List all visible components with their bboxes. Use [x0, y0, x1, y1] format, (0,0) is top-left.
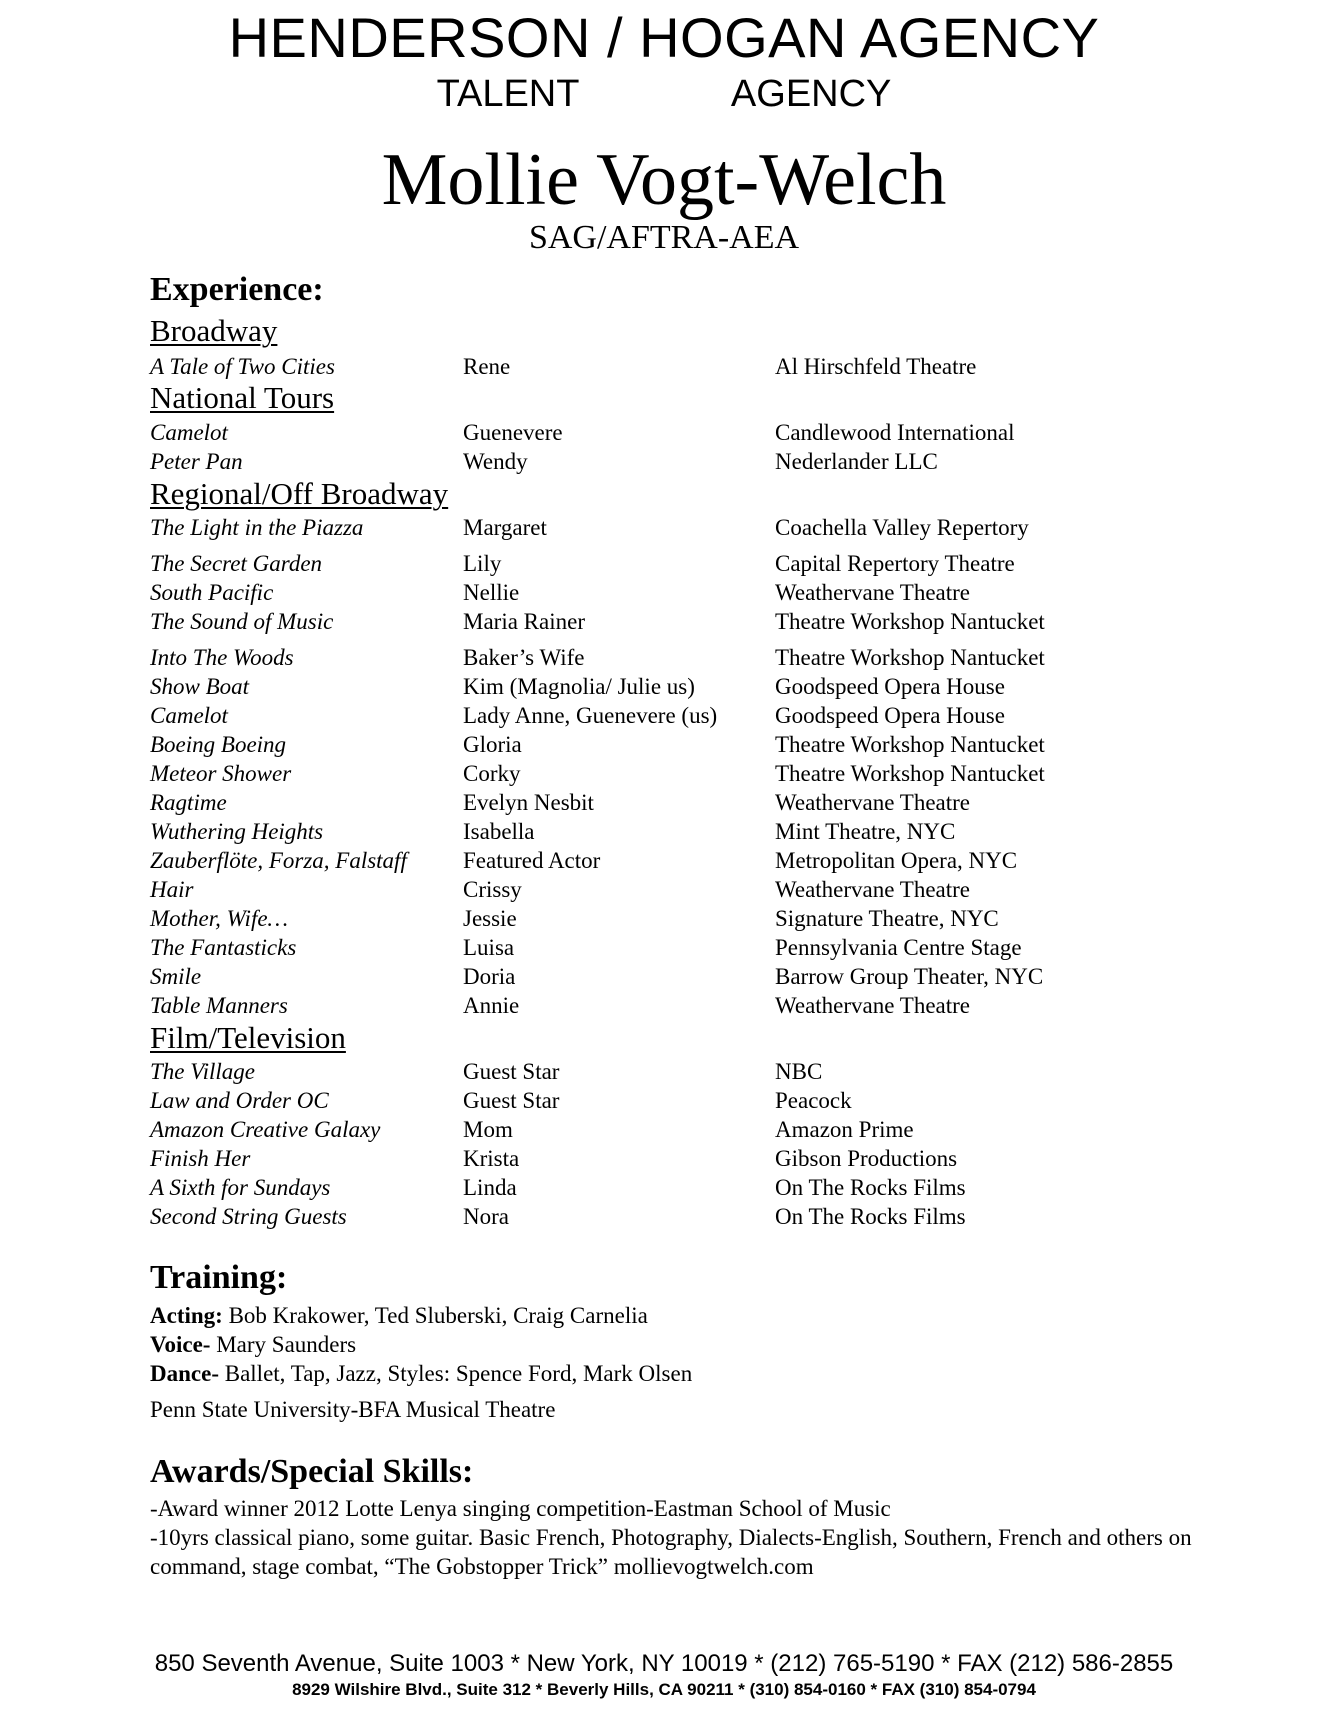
credit-row [0, 672, 1328, 701]
credit-role: Rene [463, 354, 511, 379]
footer-la-address: 8929 Wilshire Blvd., Suite 312 * Beverly Hills, CA 90211 * (310) 854-0160 * FAX (310) 854-0794 [292, 1680, 1036, 1699]
training-voice-value: Mary Saunders [210, 1332, 357, 1357]
credit-row [0, 578, 1328, 607]
training-dance-value: Ballet, Tap, Jazz, Styles: Spence Ford, Mark Olsen [218, 1361, 693, 1386]
credit-role: Corky [463, 761, 521, 786]
credit-row [0, 962, 1328, 991]
credit-role: Guest Star [463, 1088, 560, 1113]
credit-row [0, 759, 1328, 788]
credit-title: Wuthering Heights [150, 819, 324, 844]
credit-title: Zauberflöte, Forza, Falstaff [150, 848, 407, 873]
credit-row [0, 1057, 1328, 1086]
training-education: Penn State University-BFA Musical Theatre [150, 1397, 556, 1422]
credit-title: The Village [150, 1059, 255, 1084]
training-dance-label: Dance- [150, 1361, 219, 1386]
credit-title: Peter Pan [150, 449, 243, 474]
credit-row [0, 1086, 1328, 1115]
credit-venue: Barrow Group Theater, NYC [775, 964, 1044, 989]
credit-row [0, 933, 1328, 962]
training-acting-value: Bob Krakower, Ted Sluberski, Craig Carnelia [222, 1303, 648, 1328]
credit-role: Linda [463, 1175, 517, 1200]
credit-title: The Light in the Piazza [150, 515, 364, 540]
credit-row [0, 418, 1328, 447]
credit-title: The Secret Garden [150, 551, 323, 576]
credit-role: Crissy [463, 877, 522, 902]
credit-venue: Capital Repertory Theatre [775, 551, 1015, 576]
credit-role: Wendy [463, 449, 528, 474]
credit-venue: Peacock [775, 1088, 852, 1113]
credit-row [0, 730, 1328, 759]
credit-title: Hair [150, 877, 194, 902]
credit-role: Doria [463, 964, 516, 989]
credit-role: Evelyn Nesbit [463, 790, 594, 815]
credit-venue: On The Rocks Films [775, 1204, 966, 1229]
credit-title: South Pacific [150, 580, 274, 605]
credit-venue: Weathervane Theatre [775, 580, 971, 605]
credit-venue: Candlewood International [775, 420, 1015, 445]
training-voice-label: Voice- [150, 1332, 211, 1357]
credit-venue: NBC [775, 1059, 823, 1084]
credit-row [0, 701, 1328, 730]
credit-title: Ragtime [150, 790, 227, 815]
credit-venue: On The Rocks Films [775, 1175, 966, 1200]
awards-heading: Awards/Special Skills: [150, 1453, 474, 1490]
footer-ny-address: 850 Seventh Avenue, Suite 1003 * New York, NY 10019 * (212) 765-5190 * FAX (212) 586-2855 [154, 1650, 1174, 1677]
credit-venue: Al Hirschfeld Theatre [775, 354, 977, 379]
credit-role: Maria Rainer [463, 609, 585, 634]
agency-subtitle: TALENT AGENCY [436, 73, 892, 115]
credit-title: Table Manners [150, 993, 288, 1018]
credit-row [0, 1115, 1328, 1144]
credit-role: Gloria [463, 732, 522, 757]
section-title-broadway: Broadway [150, 313, 278, 348]
training-acting [150, 1301, 648, 1330]
credit-title: Meteor Shower [150, 761, 292, 786]
credit-venue: Theatre Workshop Nantucket [775, 609, 1045, 634]
credit-row [0, 817, 1328, 846]
credit-title: The Sound of Music [150, 609, 334, 634]
credit-venue: Pennsylvania Centre Stage [775, 935, 1022, 960]
credit-row [0, 643, 1328, 672]
credit-venue: Weathervane Theatre [775, 790, 971, 815]
section-title-regional: Regional/Off Broadway [150, 476, 449, 511]
credit-role: Guest Star [463, 1059, 560, 1084]
credit-title: Smile [150, 964, 202, 989]
credit-title: A Tale of Two Cities [150, 354, 335, 379]
credit-row [0, 1173, 1328, 1202]
credit-row [0, 875, 1328, 904]
credit-row [0, 1202, 1328, 1231]
section-title-film-television: Film/Television [150, 1020, 346, 1055]
credit-title: A Sixth for Sundays [150, 1175, 331, 1200]
training-acting-label: Acting: [150, 1303, 223, 1328]
credit-venue: Coachella Valley Repertory [775, 515, 1029, 540]
section-title-national-tours: National Tours [150, 380, 335, 415]
credit-title: Law and Order OC [150, 1088, 329, 1113]
credit-title: Into The Woods [150, 645, 294, 670]
credit-role: Lady Anne, Guenevere (us) [463, 703, 718, 728]
credit-title: Show Boat [150, 674, 250, 699]
training-voice [150, 1330, 356, 1359]
credit-title: Second String Guests [150, 1204, 347, 1229]
credit-title: The Fantasticks [150, 935, 297, 960]
credit-row [0, 991, 1328, 1020]
credit-row [0, 513, 1328, 542]
credit-role: Isabella [463, 819, 535, 844]
credit-venue: Theatre Workshop Nantucket [775, 732, 1045, 757]
experience-heading: Experience: [150, 271, 324, 308]
actor-name: Mollie Vogt-Welch [381, 139, 947, 221]
credit-title: Camelot [150, 703, 228, 728]
credit-row [0, 447, 1328, 476]
credit-role: Guenevere [463, 420, 563, 445]
credit-role: Margaret [463, 515, 547, 540]
union-affiliations: SAG/AFTRA-AEA [528, 219, 800, 256]
awards-line: -Award winner 2012 Lotte Lenya singing competition-Eastman School of Music [150, 1496, 891, 1521]
credit-row [0, 846, 1328, 875]
credit-venue: Theatre Workshop Nantucket [775, 645, 1045, 670]
credit-title: Camelot [150, 420, 228, 445]
training-dance [150, 1359, 692, 1388]
credit-row [0, 788, 1328, 817]
credit-title: Finish Her [150, 1146, 251, 1171]
agency-name: HENDERSON / HOGAN AGENCY [228, 6, 1100, 69]
credit-title: Amazon Creative Galaxy [150, 1117, 381, 1142]
credit-venue: Gibson Productions [775, 1146, 958, 1171]
credit-venue: Weathervane Theatre [775, 993, 971, 1018]
credit-row [0, 352, 1328, 381]
credit-venue: Theatre Workshop Nantucket [775, 761, 1045, 786]
credit-row [0, 607, 1328, 636]
credit-role: Mom [463, 1117, 513, 1142]
credit-row [0, 904, 1328, 933]
skills-line: -10yrs classical piano, some guitar. Basic French, Photography, Dialects-English, Southern, French and others on command, stage combat, “The Gobstopper Trick” mollievogtwelch.com [150, 1525, 1192, 1579]
credit-role: Kim (Magnolia/ Julie us) [463, 674, 695, 699]
credit-title: Mother, Wife… [150, 906, 288, 931]
credit-venue: Signature Theatre, NYC [775, 906, 999, 931]
credit-venue: Nederlander LLC [775, 449, 938, 474]
credit-role: Lily [463, 551, 502, 576]
credit-venue: Metropolitan Opera, NYC [775, 848, 1018, 873]
credit-role: Krista [463, 1146, 520, 1171]
credit-venue: Mint Theatre, NYC [775, 819, 956, 844]
credit-venue: Goodspeed Opera House [775, 703, 1005, 728]
credit-venue: Weathervane Theatre [775, 877, 971, 902]
credit-title: Boeing Boeing [150, 732, 287, 757]
credit-role: Nellie [463, 580, 520, 605]
credit-role: Baker’s Wife [463, 645, 585, 670]
credit-role: Nora [463, 1204, 509, 1229]
credit-row [0, 549, 1328, 578]
training-heading: Training: [150, 1259, 288, 1296]
credit-row [0, 1144, 1328, 1173]
credit-role: Annie [463, 993, 520, 1018]
credit-role: Featured Actor [463, 848, 601, 873]
credit-venue: Amazon Prime [775, 1117, 914, 1142]
credit-venue: Goodspeed Opera House [775, 674, 1005, 699]
credit-role: Jessie [463, 906, 517, 931]
credit-role: Luisa [463, 935, 515, 960]
